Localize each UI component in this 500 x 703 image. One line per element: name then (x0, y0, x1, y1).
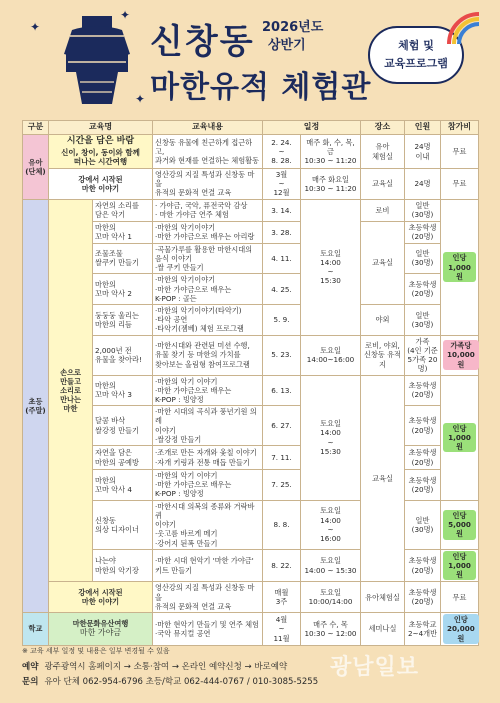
program-name: 시간을 담은 바람 신이, 창이, 동이와 함께 떠나는 시간여행 (49, 135, 153, 169)
program-date: 4. 11. (263, 243, 301, 274)
program-time: 매주 화요일 10:30 ~ 11:20 (301, 169, 361, 200)
program-time: 토요일 14:00 ~ 15:30 (301, 549, 361, 582)
col-header: 교육내용 (153, 121, 263, 135)
program-fee: 인당 1,000원 (441, 199, 479, 335)
schedule-table (22, 120, 479, 646)
program-fee: 무료 (441, 582, 479, 613)
program-capacity: 초등학생 (20명) (405, 470, 441, 501)
program-date: 8. 22. (263, 549, 301, 582)
sub-program-name: 나는야 마한의 악기장 (93, 549, 153, 582)
program-place: 교육실 (361, 375, 405, 582)
sub-program-name: 자연을 담은 마한의 공예방 (93, 446, 153, 470)
table-row (23, 613, 479, 646)
contact-text: 유아 단체 062-954-6796 초등/학교 062-444-0767 / 010-3085-5255 (44, 677, 319, 687)
program-content: ·마한의 악기 이야기 ·마한 가야금으로 배우는 K-POP : 빙양정 (153, 470, 263, 501)
program-place: 교육실 (361, 221, 405, 304)
program-capacity: 일반 (30명) (405, 500, 441, 549)
program-capacity: 초등학생 (20명) (405, 406, 441, 446)
program-fee: 인당 1,000원 (441, 549, 479, 582)
program-content: ·마한시대 의복의 종류와 거락바퀴 이야기 ·옷고름 바르게 메기 ·강어지 된폭 만들기 (153, 500, 263, 549)
reserve-label: 예약 (22, 662, 39, 672)
table-row (23, 169, 479, 200)
program-content: ·곡물가루를 활용한 마한시대의 음식 이야기 ·쌀 쿠키 만들기 (153, 243, 263, 274)
footer-note: ※ 교육 세부 일정 및 내용은 일부 변경될 수 있음 (22, 647, 170, 655)
program-fee: 인당 20,000원 (441, 613, 479, 646)
table-row (23, 582, 479, 613)
program-date: 4월 ~ 11월 (263, 613, 301, 646)
program-date: 5. 9. (263, 304, 301, 335)
program-capacity: 초등학생 (20명) (405, 446, 441, 470)
program-date: 4. 25. (263, 274, 301, 305)
program-capacity: 일반 (30명) (405, 243, 441, 274)
half-label: 상반기 (268, 38, 306, 53)
header (0, 0, 500, 118)
program-fee: 가족당 10,000원 (441, 335, 479, 375)
program-group-name: 손으로 만들고 소리로 만나는 마한 (49, 199, 93, 582)
table-header-row (23, 121, 479, 135)
program-date: 3. 28. (263, 221, 301, 243)
sub-program-name: 달콤 바삭 쌀강정 만들기 (93, 406, 153, 446)
program-time: 토요일 14:00 ~ 15:30 (301, 375, 361, 500)
program-date: 3월 ~ 12월 (263, 169, 301, 200)
badge-line1: 체험 및 (398, 39, 434, 52)
program-fee: 무료 (441, 169, 479, 200)
col-header: 일정 (263, 121, 361, 135)
rainbow-icon (445, 6, 485, 46)
program-content: ·마한 현악기 만들기 및 연주 체험 ·국악 뮤지컬 공연 (153, 613, 263, 646)
sub-program-name: 마한의 꼬마 악사 1 (93, 221, 153, 243)
program-capacity: 일반 (30명) (405, 304, 441, 335)
program-fee: 인당 5,000원 (441, 500, 479, 549)
program-place: 교육실 (361, 169, 405, 200)
program-date: 2. 24. ~ 8. 28. (263, 135, 301, 169)
badge-line2: 교육프로그램 (384, 57, 448, 70)
program-capacity: 일반 (30명) (405, 199, 441, 221)
program-capacity: 초등학교 2~4개반 (405, 613, 441, 646)
program-place: 로비, 야외, 신창동 유적지 (361, 335, 405, 375)
program-place: 야외 (361, 304, 405, 335)
program-place: 유아 체험실 (361, 135, 405, 169)
program-date: 7. 11. (263, 446, 301, 470)
program-content: 신창동 유물에 친근하게 접근하고, 과거와 현재를 연결하는 체험활동 (153, 135, 263, 169)
program-name: 강에서 시작된 마한 이야기 (49, 582, 153, 613)
program-date: 8. 8. (263, 500, 301, 549)
sub-program-name: 마한의 꼬마 악사 3 (93, 375, 153, 406)
category-school: 학교 (23, 613, 49, 646)
vase-illustration (52, 14, 142, 114)
program-time: 토요일 10:00/14:00 (301, 582, 361, 613)
program-capacity: 초등학생 (20명) (405, 274, 441, 305)
program-capacity: 24명 (405, 169, 441, 200)
program-capacity: 초등학생 (20명) (405, 549, 441, 582)
program-content: 영산강의 지질 특성과 신창동 마을 유적의 문화적 연결 교육 (153, 169, 263, 200)
col-header: 참가비 (441, 121, 479, 135)
sub-program-name: 둥둥둥 울리는 마한의 리듬 (93, 304, 153, 335)
sub-program-name: 마한의 꼬마 악사 4 (93, 470, 153, 501)
program-date: 매월 3주 (263, 582, 301, 613)
col-header: 인원 (405, 121, 441, 135)
program-fee: 인당 1,000원 (441, 375, 479, 500)
page-subtitle: 마한유적 체험관 (150, 70, 372, 105)
sub-program-name: 신창동 의상 디자이너 (93, 500, 153, 549)
program-time: 토요일 14:00~16:00 (301, 335, 361, 375)
watermark-logo: 광남일보 (330, 655, 420, 680)
sub-program-name: 자연의 소리를 담은 악기 (93, 199, 153, 221)
program-time: 매주 화, 수, 목, 금 10:30 ~ 11:20 (301, 135, 361, 169)
program-content: ·마한의 악기 이야기 ·마한 가야금으로 배우는 K-POP : 빙양정 (153, 375, 263, 406)
category-kinder: 유아 (단체) (23, 135, 49, 200)
sub-program-name: 조물조물 쌀쿠키 만들기 (93, 243, 153, 274)
program-capacity: 24명 이내 (405, 135, 441, 169)
program-date: 6. 13. (263, 375, 301, 406)
program-content: ·마한시대와 관련된 미션 수행, 유물 찾기 등 마한의 가치를 찾아보는 올림형 참여프로그램 (153, 335, 263, 375)
program-time: 토요일 14:00 ~ 16:00 (301, 500, 361, 549)
program-name: 마한문화유산여행 마한 가야금 (49, 613, 153, 646)
program-content: ·마한의 악기이야기 ·마한 가야금으로 배우는 K-POP : 골든 (153, 274, 263, 305)
program-time: 매주 수, 목 10:30 ~ 12:00 (301, 613, 361, 646)
table-row (23, 135, 479, 169)
sparkle-icon: ✦ (135, 92, 146, 106)
sub-program-name: 마한의 꼬마 악사 2 (93, 274, 153, 305)
program-date: 3. 14. (263, 199, 301, 221)
program-capacity: 초등학생 (20명) (405, 375, 441, 406)
program-capacity: 가족 (4인 기준 5가족 20명) (405, 335, 441, 375)
sub-program-name: 2,000년 전 유물을 찾아라! (93, 335, 153, 375)
program-place: 로비 (361, 199, 405, 221)
program-content: ·마한 시대 현악기 '마한 가야금' 키트 만들기 (153, 549, 263, 582)
col-header: 구분 (23, 121, 49, 135)
program-content: 영산강의 지질 특성과 신창동 마을 유적의 문화적 연결 교육 (153, 582, 263, 613)
program-capacity: 초등학생 (20명) (405, 582, 441, 613)
year-label: 2026년도 (262, 20, 324, 35)
reserve-text[interactable]: 광주광역시 홈페이지 → 소통·참여 → 온라인 예약신청 → 바로예약 (44, 662, 288, 672)
program-name: 강에서 시작된 마한 이야기 (49, 169, 153, 200)
col-header: 교육명 (49, 121, 153, 135)
page-title: 신창동 (150, 22, 255, 62)
program-place: 세미나실 (361, 613, 405, 646)
program-date: 6. 27. (263, 406, 301, 446)
program-content: ·마한의 악기이야기(타악기) ·타악 공연 ·타악기(젬베) 체험 프로그램 (153, 304, 263, 335)
program-date: 7. 25. (263, 470, 301, 501)
program-place: 유아체험실 (361, 582, 405, 613)
program-date: 5. 23. (263, 335, 301, 375)
category-elementary: 초등 (주말) (23, 199, 49, 612)
program-fee: 무료 (441, 135, 479, 169)
contact-label: 문의 (22, 677, 39, 687)
program-content: ·조개로 만든 자개와 옻칠 이야기 ·자개 키링과 전통 매듭 만들기 (153, 446, 263, 470)
program-time: 토요일 14:00 ~ 15:30 (301, 199, 361, 335)
program-content: ·마한의 악기이야기 ·마한 가야금으로 배우는 아리랑 (153, 221, 263, 243)
sparkle-icon: ✦ (120, 8, 131, 22)
program-content: · 가야금, 국악, 퓨전국악 감상 · 마한 가야금 연주 체험 (153, 199, 263, 221)
table-row (23, 199, 479, 221)
col-header: 장소 (361, 121, 405, 135)
program-content: ·마한 시대의 곡식과 풍년기원 의례 이야기 ·쌀강정 만들기 (153, 406, 263, 446)
sparkle-icon: ✦ (30, 20, 41, 34)
program-capacity: 초등학생 (20명) (405, 221, 441, 243)
